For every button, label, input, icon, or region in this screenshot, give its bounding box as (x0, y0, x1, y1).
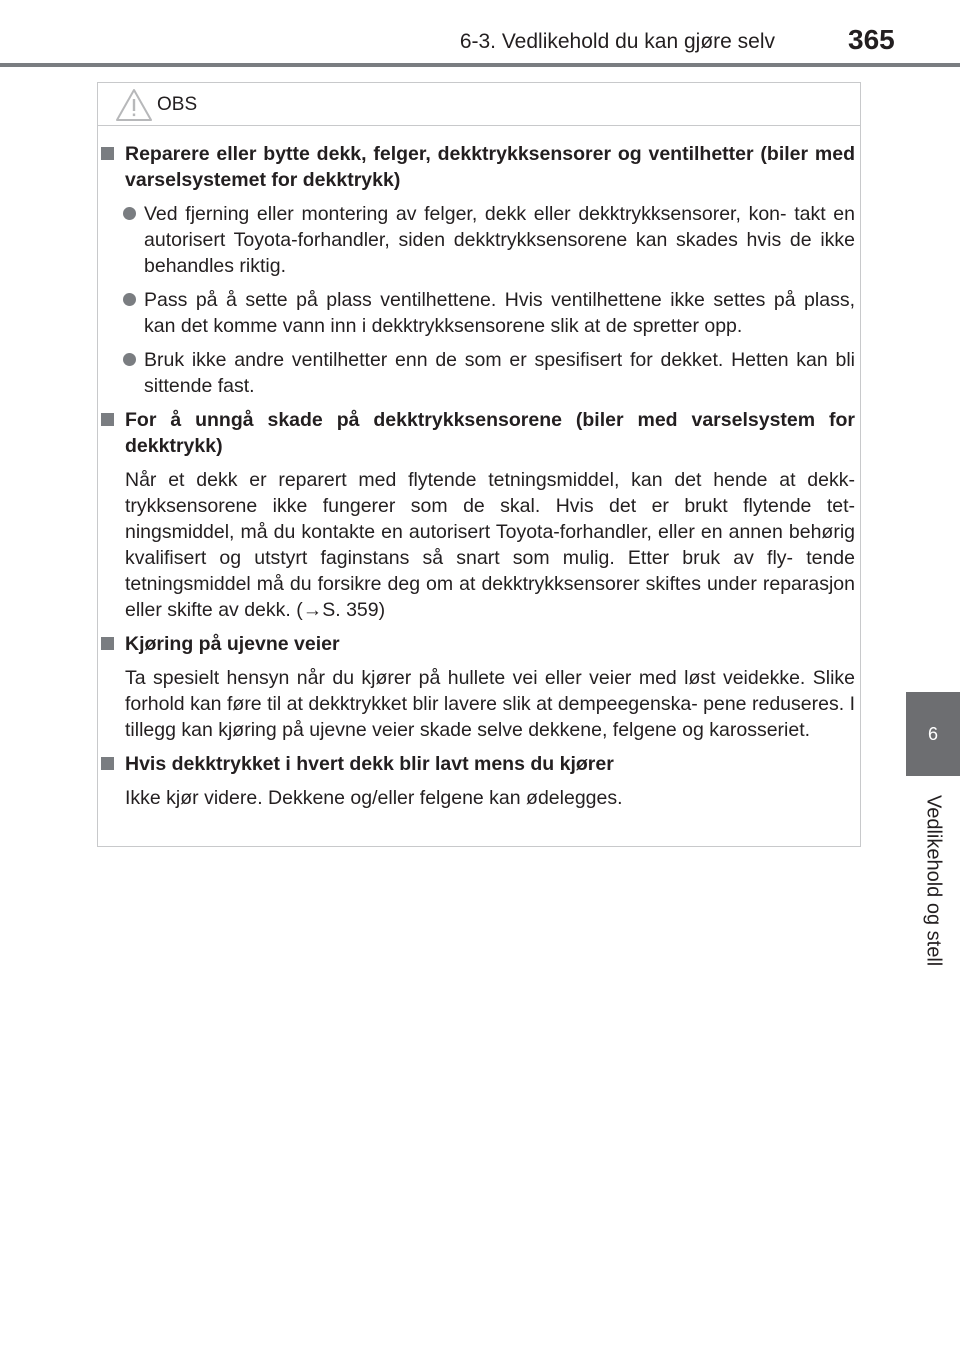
heading-text: Hvis dekktrykket i hvert dekk blir lavt mens du kjører (125, 753, 614, 775)
page-number: 365 (848, 24, 895, 55)
chapter-number: 6 (927, 723, 938, 744)
square-bullet-icon (101, 413, 114, 426)
heading-text: Reparere eller bytte dekk, felger, dekktrykksensorer og ventilhetter (biler med varselsystemet for dekktrykk) (125, 143, 855, 191)
section-paragraph: Ta spesielt hensyn når du kjører på hullete vei eller veier med løst veidekke. Slike forhold kan føre til at dekktrykket blir lavere slik at dempeegenska- pene reduseres. I tillegg kan kjøring på ujevne veier skade selve dekkene, felgene og karosseriet. (125, 667, 855, 741)
round-bullet-icon (123, 353, 136, 366)
notice-body (98, 141, 862, 819)
heading-text: Kjøring på ujevne veier (125, 633, 340, 655)
round-bullet-icon (123, 293, 136, 306)
heading-text: For å unngå skade på dekktrykksensorene (biler med varselsystem for dekktrykk) (125, 409, 855, 457)
notice-label: OBS (157, 94, 198, 115)
square-bullet-icon (101, 757, 114, 770)
section-heading (98, 631, 855, 657)
notice-header (98, 83, 860, 126)
section-heading (98, 751, 855, 777)
header-rule (0, 63, 960, 67)
section-heading (98, 407, 855, 459)
section-paragraph: Når et dekk er reparert med flytende tetningsmiddel, kan det hende at dekk- trykksensorene ikke fungerer som de skal. Hvis det er brukt flytende tet- ningsmiddel, må du kontakte en autorisert Toyota-forhandler, eller en annen behørig kvalifisert og utstyrt faginstans så snart som mulig. Etter bruk av fly- tende tetningsmiddel må du forsikre deg om at dekktrykksensorer skiftes under reparasjon eller skifte av dekk. (→S. 359) (125, 469, 855, 621)
chapter-title: Vedlikehold og stell (922, 795, 945, 967)
list-item (98, 287, 855, 339)
notice-box (97, 82, 861, 847)
section-title: 6-3. Vedlikehold du kan gjøre selv (459, 30, 775, 53)
round-bullet-icon (123, 207, 136, 220)
square-bullet-icon (101, 147, 114, 160)
warning-triangle-icon (115, 88, 153, 127)
chapter-tab (906, 692, 960, 776)
list-item-text: Bruk ikke andre ventilhetter enn de som er spesifisert for dekket. Hetten kan bli sittende fast. (144, 349, 855, 397)
section-heading (98, 141, 855, 193)
list-item-text: Pass på å sette på plass ventilhettene. Hvis ventilhettene ikke settes på plass, kan det komme vann inn i dekktrykksensorene slik at de spretter opp. (144, 289, 855, 337)
list-item (98, 347, 855, 399)
section-paragraph: Ikke kjør videre. Dekkene og/eller felgene kan ødelegges. (125, 787, 623, 809)
list-item (98, 201, 855, 279)
list-item-text: Ved fjerning eller montering av felger, dekk eller dekktrykksensorer, kon- takt en autorisert Toyota-forhandler, siden dekktrykksensorene kan skades hvis de ikke behandles riktig. (144, 203, 855, 277)
square-bullet-icon (101, 637, 114, 650)
chapter-title-tab (906, 786, 960, 976)
